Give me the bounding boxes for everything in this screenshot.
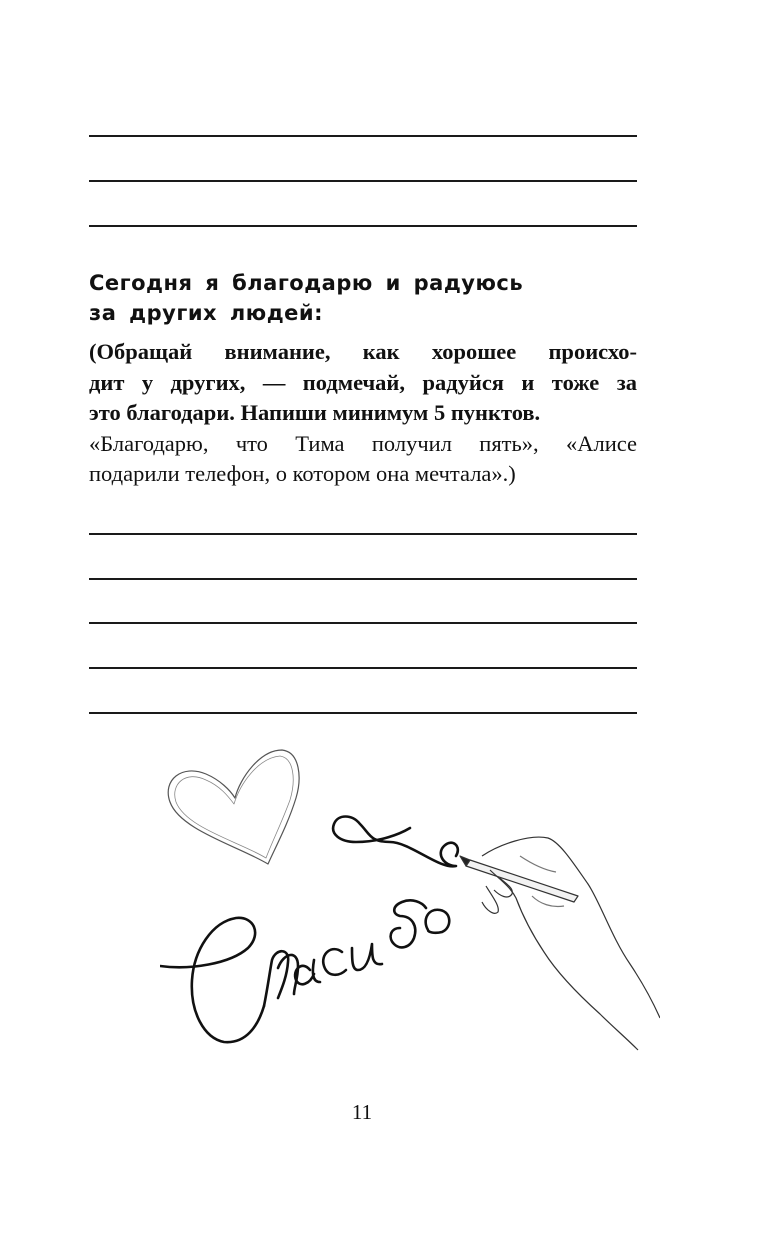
instruction-line: дит у других, — подмечай, радуйся и тоже за: [89, 369, 637, 395]
heart-icon: [168, 750, 299, 864]
writing-line[interactable]: [89, 180, 637, 182]
answer-line[interactable]: [89, 622, 637, 624]
example-line: «Благодарю, что Тима получил пять», «Алисе: [89, 430, 637, 456]
handwritten-spasibo: [160, 817, 458, 1043]
answer-line[interactable]: [89, 533, 637, 535]
answer-line[interactable]: [89, 712, 637, 714]
thank-you-illustration: [160, 738, 660, 1068]
instruction-line: (Обращай внимание, как хорошее происхо-: [89, 339, 637, 364]
section-title-line: Сегодня я благодарю и радуюсь: [89, 271, 524, 295]
section-title: [89, 268, 649, 328]
writing-line[interactable]: [89, 135, 637, 137]
instructions: [89, 337, 637, 490]
instruction-line: это благодари. Напиши минимум 5 пунктов.: [89, 400, 541, 425]
answer-line[interactable]: [89, 667, 637, 669]
hand-with-pen-icon: [460, 837, 660, 1050]
section-title-line: за других людей:: [89, 301, 324, 325]
example-line: подарили телефон, о котором она мечтала».): [89, 461, 516, 486]
answer-line[interactable]: [89, 578, 637, 580]
writing-line[interactable]: [89, 225, 637, 227]
page-number: 11: [351, 1100, 373, 1124]
